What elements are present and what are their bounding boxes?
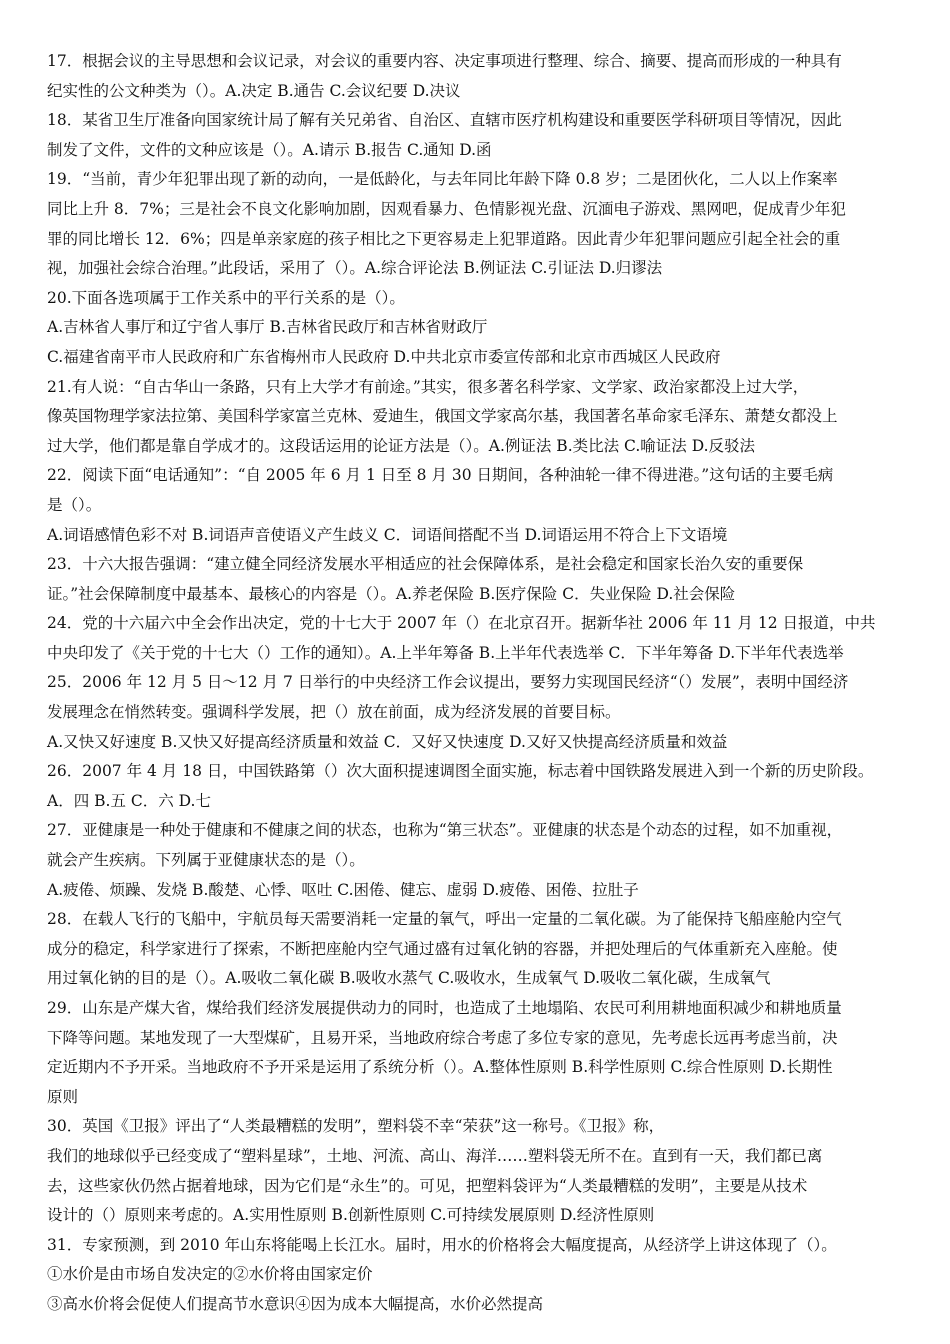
- text-line: 中央印发了《关于党的十七大（）工作的通知）。A.上半年筹备 B.上半年代表选举 C．下半年筹备 D.下半年代表选举: [47, 643, 844, 662]
- text-line: 发展理念在悄然转变。强调科学发展，把（）放在前面，成为经济发展的首要目标。: [47, 703, 621, 722]
- text-line: 同比上升 8．7%；三是社会不良文化影响加剧，因观看暴力、色情影视光盘、沉湎电子游戏、黑网吧，促成青少年犯: [47, 199, 846, 218]
- text-line: 用过氧化钠的目的是（）。A.吸收二氧化碳 B.吸收水蒸气 C.吸收水，生成氧气 D.吸收二氧化碳，生成氧气: [47, 969, 771, 988]
- text-line: 罪的同比增长 12．6%；四是单亲家庭的孩子相比之下更容易走上犯罪道路。因此青少年犯罪问题应引起全社会的重: [47, 229, 841, 248]
- text-line: 原则: [47, 1087, 79, 1106]
- text-line: C.福建省南平市人民政府和广东省梅州市人民政府 D.中共北京市委宣传部和北京市西城区人民政府: [47, 347, 721, 366]
- text-line: 17．根据会议的主导思想和会议记录，对会议的重要内容、决定事项进行整理、综合、摘要、提高而形成的一种具有: [47, 52, 842, 70]
- text-line: 27．亚健康是一种处于健康和不健康之间的状态，也称为“第三状态”。亚健康的状态是个动态的过程，如不加重视，: [47, 821, 843, 840]
- text-line: 20.下面各选项属于工作关系中的平行关系的是（）。: [47, 288, 405, 307]
- text-line: 纪实性的公文种类为（）。A.决定 B.通告 C.会议纪要 D.决议: [47, 81, 461, 100]
- text-line: 24．党的十六届六中全会作出决定，党的十七大于 2007 年（）在北京召开。据新华社 2006 年 11 月 12 日报道，中共: [47, 614, 876, 633]
- text-line: 19．“当前，青少年犯罪出现了新的动向，一是低龄化，与去年同比年龄下降 0.8 岁；二是团伙化，二人以上作案率: [47, 170, 838, 189]
- text-line: 下降等问题。某地发现了一大型煤矿，且易开采，当地政府综合考虑了多位专家的意见，先考虑长远再考虑当前，决: [47, 1028, 838, 1047]
- text-line: 25．2006 年 12 月 5 日～12 月 7 日举行的中央经济工作会议提出，要努力实现国民经济“（）发展”，表明中国经济: [47, 673, 849, 692]
- text-line: A.又快又好速度 B.又快又好提高经济质量和效益 C．又好又快速度 D.又好又快提高经济质量和效益: [47, 732, 728, 751]
- document-body: [47, 47, 910, 1320]
- text-line: ③高水价将会促使人们提高节水意识④因为成本大幅提高，水价必然提高: [47, 1294, 544, 1313]
- text-line: 设计的（）原则来考虑的。A.实用性原则 B.创新性原则 C.可持续发展原则 D.经济性原则: [47, 1206, 655, 1225]
- text-line: 制发了文件，文件的文种应该是（）。A.请示 B.报告 C.通知 D.函: [47, 140, 492, 159]
- text-line: 26．2007 年 4 月 18 日，中国铁路第（）次大面积提速调图全面实施，标志着中国铁路发展进入到一个新的历史阶段。: [47, 762, 874, 781]
- text-line: 定近期内不予开采。当地政府不予开采是运用了系统分析（）。A.整体性原则 B.科学性原则 C.综合性原则 D.长期性: [47, 1058, 833, 1077]
- text-line: A．四 B.五 C．六 D.七: [47, 791, 211, 810]
- text-line: 30．英国《卫报》评出了“人类最糟糕的发明”，塑料袋不幸“荣获”这一称号。《卫报》称，: [47, 1117, 665, 1136]
- text-line: A.疲倦、烦躁、发烧 B.酸楚、心悸、呕吐 C.困倦、健忘、虚弱 D.疲倦、困倦、拉肚子: [47, 880, 639, 899]
- text-line: 去，这些家伙仍然占据着地球，因为它们是“永生”的。可见，把塑料袋评为“人类最糟糕的发明”，主要是从技术: [47, 1176, 808, 1195]
- text-line: 视，加强社会综合治理。”此段话，采用了（）。A.综合评论法 B.例证法 C.引证法 D.归谬法: [47, 259, 663, 278]
- text-line: 过大学，他们都是靠自学成才的。这段话运用的论证方法是（）。A.例证法 B.类比法 C.喻证法 D.反驳法: [47, 436, 756, 455]
- text-line: ①水价是由市场自发决定的②水价将由国家定价: [47, 1265, 373, 1284]
- text-line: 我们的地球似乎已经变成了“塑料星球”，土地、河流、高山、海洋……塑料袋无所不在。直到有一天，我们都已离: [47, 1146, 823, 1165]
- text-line: 31．专家预测，到 2010 年山东将能喝上长江水。届时，用水的价格将会大幅度提高，从经济学上讲这体现了（）。: [47, 1235, 837, 1254]
- text-line: 证。”社会保障制度中最基本、最核心的内容是（）。A.养老保险 B.医疗保险 C．失业保险 D.社会保险: [47, 584, 736, 603]
- text-line: A.词语感情色彩不对 B.词语声音使语义产生歧义 C．词语间搭配不当 D.词语运用不符合上下文语境: [47, 525, 728, 544]
- text-line: 29．山东是产煤大省，煤给我们经济发展提供动力的同时，也造成了土地塌陷、农民可利用耕地面积减少和耕地质量: [47, 999, 842, 1017]
- text-line: 23．十六大报告强调：“建立健全同经济发展水平相适应的社会保障体系，是社会稳定和国家长治久安的重要保: [47, 555, 804, 574]
- text-line: 是（）。: [47, 495, 102, 514]
- text-line: 像英国物理学家法拉第、美国科学家富兰克林、爱迪生，俄国文学家高尔基，我国著名革命家毛泽东、萧楚女都没上: [47, 407, 838, 426]
- text-line: A.吉林省人事厅和辽宁省人事厅 B.吉林省民政厅和吉林省财政厅: [47, 318, 488, 337]
- text-line: 18．某省卫生厅准备向国家统计局了解有关兄弟省、自治区、直辖市医疗机构建设和重要医学科研项目等情况，因此: [47, 111, 842, 130]
- text-line: 成分的稳定，科学家进行了探索，不断把座舱内空气通过盛有过氧化钠的容器，并把处理后的气体重新充入座舱。使: [47, 939, 838, 958]
- text-line: 28．在载人飞行的飞船中，宇航员每天需要消耗一定量的氧气，呼出一定量的二氧化碳。为了能保持飞船座舱内空气: [47, 910, 842, 929]
- text-line: 21.有人说：“自古华山一条路，只有上大学才有前途。”其实，很多著名科学家、文学家、政治家都没上过大学，: [47, 377, 809, 396]
- text-line: 22．阅读下面“电话通知”：“自 2005 年 6 月 1 日至 8 月 30 日期间，各种油轮一律不得进港。”这句话的主要毛病: [47, 466, 834, 485]
- text-line: 就会产生疾病。下列属于亚健康状态的是（）。: [47, 851, 365, 870]
